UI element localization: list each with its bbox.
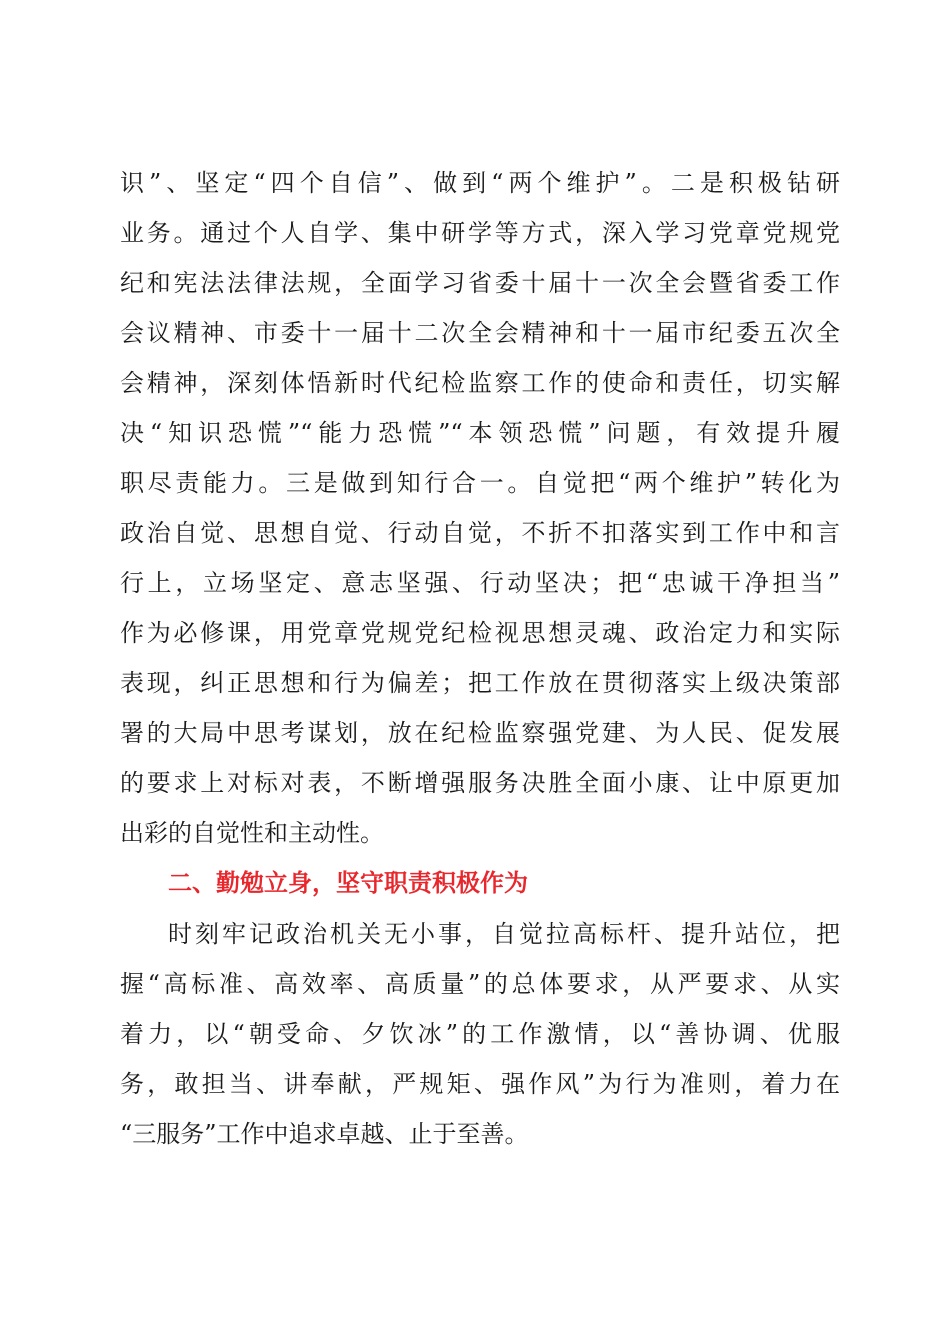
paragraph-2 <box>120 909 840 1159</box>
paragraph-2-line: 握“高标准、高效率、高质量”的总体要求，从严要求、从实 <box>120 970 840 998</box>
paragraph-2-line: 务，敢担当、讲奉献，严规矩、强作风”为行为准则，着力在 <box>120 1070 840 1098</box>
paragraph-1-line: 职尽责能力。三是做到知行合一。自觉把“两个维护”转化为 <box>120 469 840 497</box>
paragraph-1-line: 作为必修课，用党章党规党纪检视思想灵魂、政治定力和实际 <box>120 619 840 647</box>
paragraph-2-line: 着力，以“朝受命、夕饮冰”的工作激情，以“善协调、优服 <box>120 1020 840 1048</box>
paragraph-1-line: 纪和宪法法律法规，全面学习省委十届十一次全会暨省委工作 <box>120 269 840 297</box>
paragraph-1-line: 表现，纠正思想和行为偏差；把工作放在贯彻落实上级决策部 <box>120 669 840 697</box>
paragraph-1-line: 行上，立场坚定、意志坚强、行动坚决；把“忠诚干净担当” <box>120 569 840 597</box>
paragraph-1-line: 识”、坚定“四个自信”、做到“两个维护”。二是积极钻研 <box>120 169 840 197</box>
paragraph-1-line: 会议精神、市委十一届十二次全会精神和十一届市纪委五次全 <box>120 319 840 347</box>
paragraph-1-line: 业务。通过个人自学、集中研学等方式，深入学习党章党规党 <box>120 219 840 247</box>
document-body <box>120 158 840 1159</box>
paragraph-2-line: “三服务”工作中追求卓越、止于至善。 <box>120 1120 529 1148</box>
paragraph-1-line: 会精神，深刻体悟新时代纪检监察工作的使命和责任，切实解 <box>120 369 840 397</box>
paragraph-1-line: 出彩的自觉性和主动性。 <box>120 819 384 847</box>
paragraph-2-line: 时刻牢记政治机关无小事，自觉拉高标杆、提升站位，把 <box>168 920 840 948</box>
paragraph-1-line: 署的大局中思考谋划，放在纪检监察强党建、为人民、促发展 <box>120 719 840 747</box>
paragraph-1-line: 政治自觉、思想自觉、行动自觉，不折不扣落实到工作中和言 <box>120 519 840 547</box>
paragraph-1-line: 的要求上对标对表，不断增强服务决胜全面小康、让中原更加 <box>120 769 840 797</box>
paragraph-1-line: 决“知识恐慌”“能力恐慌”“本领恐慌”问题，有效提升履 <box>120 419 840 447</box>
section-heading: 二、勤勉立身，坚守职责积极作为 <box>168 869 528 897</box>
paragraph-1 <box>120 158 840 858</box>
